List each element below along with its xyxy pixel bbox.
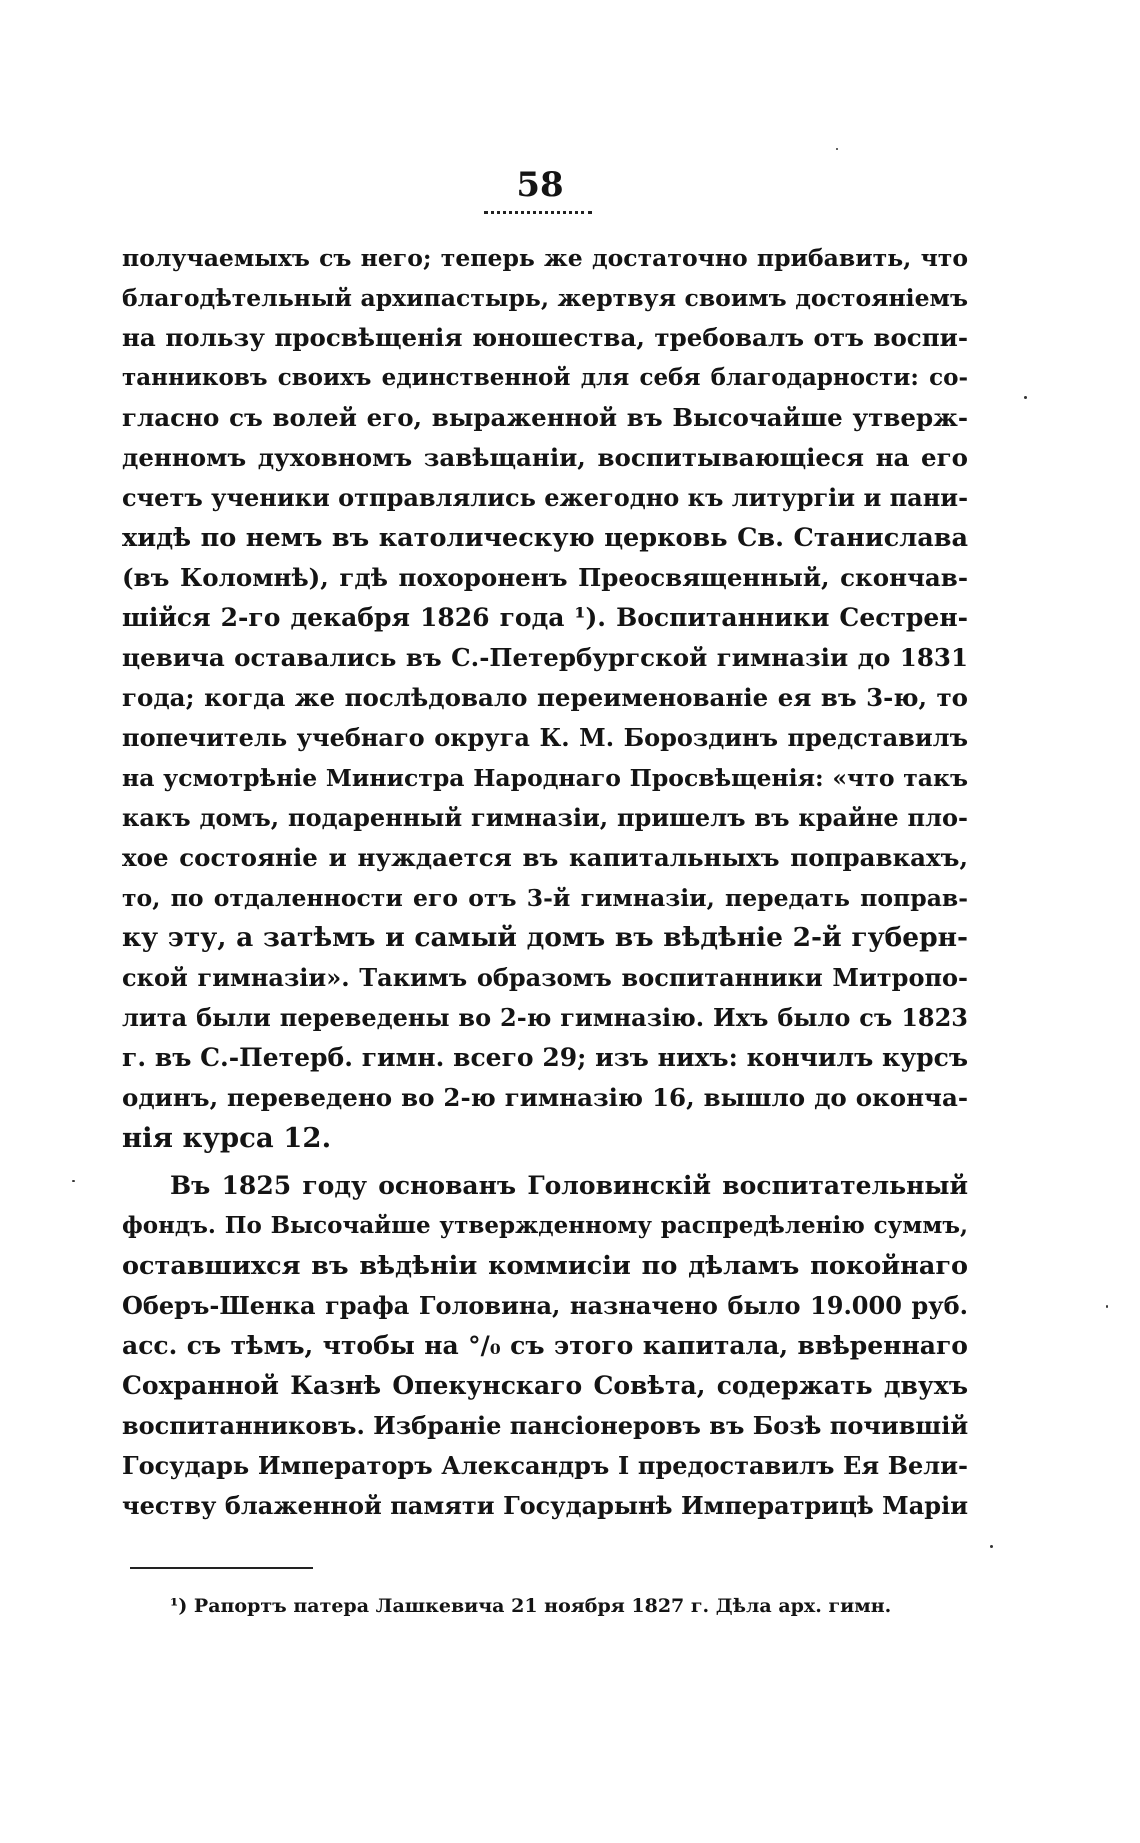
text-line: попечитель учебнаго округа К. М. Бороздинъ представилъ — [122, 723, 968, 752]
text-line: честву блаженной памяти Государынѣ Императрицѣ Маріи — [122, 1491, 968, 1520]
text-line: Сохранной Казнѣ Опекунскаго Совѣта, содержать двухъ — [122, 1371, 968, 1400]
text-line: получаемыхъ съ него; теперь же достаточно прибавить, что — [122, 244, 968, 272]
text-line: танниковъ своихъ единственной для себя благодарности: со- — [122, 364, 968, 391]
text-line: ку эту, а затѣмъ и самый домъ въ вѣдѣніе 2-й губерн- — [122, 922, 968, 953]
text-line: гласно съ волей его, выраженной въ Высочайше утверж- — [122, 403, 968, 432]
scan-speck — [836, 148, 838, 150]
footnote: ¹) Рапортъ патера Лашкевича 21 ноября 1827 г. Дѣла арх. гимн. — [170, 1595, 892, 1617]
text-line: хое состояніе и нуждается въ капитальныхъ поправкахъ, — [122, 843, 968, 872]
paragraph-2 — [122, 1166, 968, 1526]
text-line: оставшихся въ вѣдѣніи коммисіи по дѣламъ покойнаго — [122, 1251, 968, 1281]
text-line: г. въ С.-Петерб. гимн. всего 29; изъ нихъ: кончилъ курсъ — [122, 1043, 968, 1072]
text-line: (въ Коломнѣ), гдѣ похороненъ Преосвященный, скончав- — [122, 563, 968, 592]
page-number-rule — [484, 211, 592, 214]
text-line: Оберъ-Шенка графа Головина, назначено было 19.000 руб. — [122, 1291, 968, 1320]
main-text — [122, 238, 968, 1526]
scan-speck — [72, 1180, 75, 1182]
paragraph-gap — [122, 1158, 968, 1166]
paragraph-1 — [122, 238, 968, 1158]
text-line: денномъ духовномъ завѣщаніи, воспитывающіеся на его — [122, 443, 968, 472]
text-line: какъ домъ, подаренный гимназіи, пришелъ въ крайне пло- — [122, 803, 968, 832]
text-line: лита были переведены во 2-ю гимназію. Ихъ было съ 1823 — [122, 1003, 968, 1032]
text-line: фондъ. По Высочайше утвержденному распредѣленію суммъ, — [122, 1212, 968, 1239]
scan-speck — [1106, 1305, 1108, 1308]
text-line: Государь Императоръ Александръ I предоставилъ Ея Вели- — [122, 1451, 968, 1480]
scan-speck — [1024, 396, 1027, 399]
text-line: одинъ, переведено во 2-ю гимназію 16, вышло до оконча- — [122, 1083, 968, 1112]
text-line: то, по отдаленности его отъ 3-й гимназіи, передать поправ- — [122, 884, 968, 912]
text-line: воспитанниковъ. Избраніе пансіонеровъ въ Бозѣ почившій — [122, 1411, 968, 1440]
text-line: хидѣ по немъ въ католическую церковь Св. Станислава — [122, 523, 968, 553]
footnote-rule — [130, 1567, 313, 1569]
scan-speck — [990, 1545, 993, 1548]
text-line: счетъ ученики отправлялись ежегодно къ литургіи и пани- — [122, 483, 968, 512]
text-line: цевича оставались въ С.-Петербургской гимназіи до 1831 — [122, 643, 968, 672]
text-line: нія курса 12. — [122, 1122, 332, 1154]
text-line: года; когда же послѣдовало переименованіе ея въ 3-ю, то — [122, 683, 968, 712]
text-line: шійся 2-го декабря 1826 года ¹). Воспитанники Сестрен- — [122, 603, 968, 632]
text-line: ской гимназіи». Такимъ образомъ воспитанники Митропо- — [122, 963, 968, 992]
text-line: асс. съ тѣмъ, чтобы на °/₀ съ этого капитала, ввѣреннаго — [122, 1331, 968, 1360]
text-line: благодѣтельный архипастырь, жертвуя своимъ достояніемъ — [122, 284, 968, 312]
text-line: на пользу просвѣщенія юношества, требовалъ отъ воспи- — [122, 323, 968, 352]
page-number: 58 — [516, 165, 564, 205]
text-line: на усмотрѣніе Министра Народнаго Просвѣщенія: «что такъ — [122, 764, 968, 792]
text-line: Въ 1825 году основанъ Головинскій воспитательный — [170, 1171, 968, 1200]
